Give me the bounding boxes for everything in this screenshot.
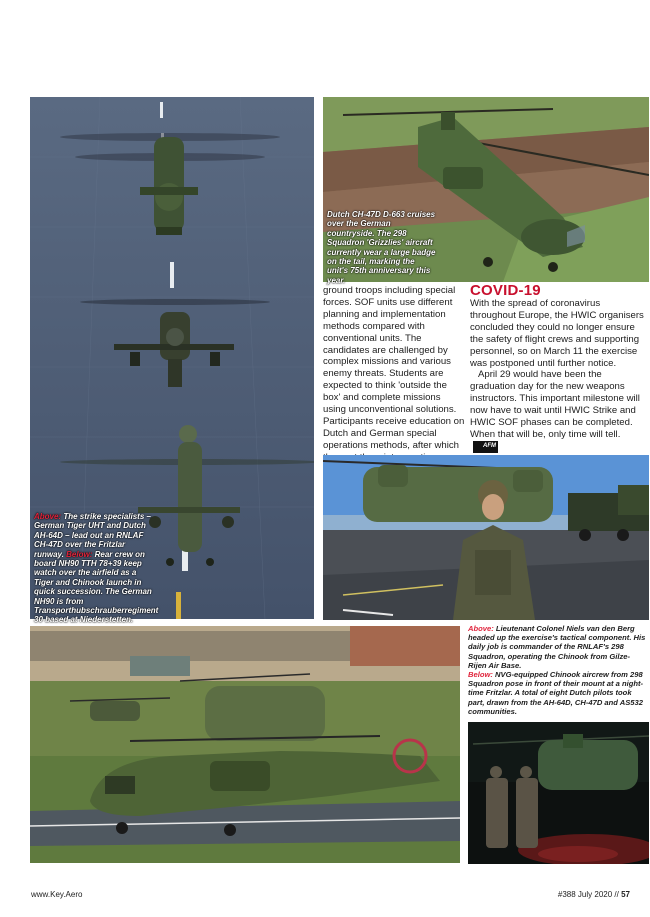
caption-label-above: Above: — [468, 624, 494, 633]
caption-text: Rear crew on board NH90 TTH 78+39 keep watch over the airfield as a Tiger and Chinook launch in quick succession. The German NH90 is from Transporthubschrauberregiment 30 based at Niederstetten. — [34, 549, 159, 625]
caption-text: The strike specialists – German Tiger UHT and Dutch AH-64D – lead out an RNLAF CH-47D over the Fritzlar runway. — [34, 512, 151, 559]
section-heading: COVID-19 — [470, 282, 541, 299]
photo-airfield-nh90 — [30, 626, 460, 863]
footer-website: www.Key.Aero — [31, 890, 83, 899]
photo2-caption — [327, 210, 437, 285]
caption-label-below: Below: — [468, 670, 493, 680]
article-paragraph: With the spread of coronavirus throughout Europe, the HWIC organisers concluded they could no longer ensure the safety of flight crews and supporting personnel, so on March 11 the exercise was postponed until further notice. — [470, 298, 644, 369]
page-number: 57 — [621, 890, 630, 899]
footer-issue: #388 July 2020 — [557, 890, 613, 899]
end-mark-icon: AFM — [473, 441, 498, 453]
caption-text: Dutch CH-47D D-663 cruises over the German countryside. The 298 Squadron 'Grizzlies' aircraft currently wear a large badge on the tail, marking the unit's 75th anniversary this year. — [327, 210, 436, 285]
caption-text: Lieutenant Colonel Niels van den Berg headed up the exercise's tactical component. His daily job is commander of the RNLAF's 298 Squadron, operating the Chinook from Gilze-Rijen Air Base. — [468, 624, 646, 670]
photo-night-crew — [468, 722, 649, 864]
photo1-caption — [34, 512, 159, 625]
caption-label-above: Above: — [34, 512, 62, 521]
caption-label-below: Below: — [66, 549, 93, 559]
footer-folio — [558, 890, 630, 899]
article-column-2 — [470, 283, 644, 453]
article-column-1 — [323, 285, 465, 464]
caption-text: NVG-equipped Chinook aircrew from 298 Squadron pose in front of their mount at a night-time Fritzlar. A total of eight Dutch pilots took part, drawn from the AH-64D, CH-47D and AS532 communities. — [468, 670, 644, 716]
article-paragraph: April 29 would have been the graduation day for the new weapons instructors. This important milestone will now have to wait until HWIC Strike and HWIC SOF phases can be completed. When that will be, only time will tell. — [470, 369, 640, 440]
footer-separator: // — [614, 890, 619, 899]
side-caption — [468, 624, 648, 716]
article-paragraph: ground troops including special forces. SOF units use different planning and implementation methods compared with conventional units. The candidates are challenged by complex missions and various enemy threats. Students are expected to think 'outside the box' and complete missions using unconventional solutions. Participants receive education on Dutch and German special operations methods, after which — [323, 285, 465, 451]
photo-commander-portrait — [323, 455, 649, 620]
